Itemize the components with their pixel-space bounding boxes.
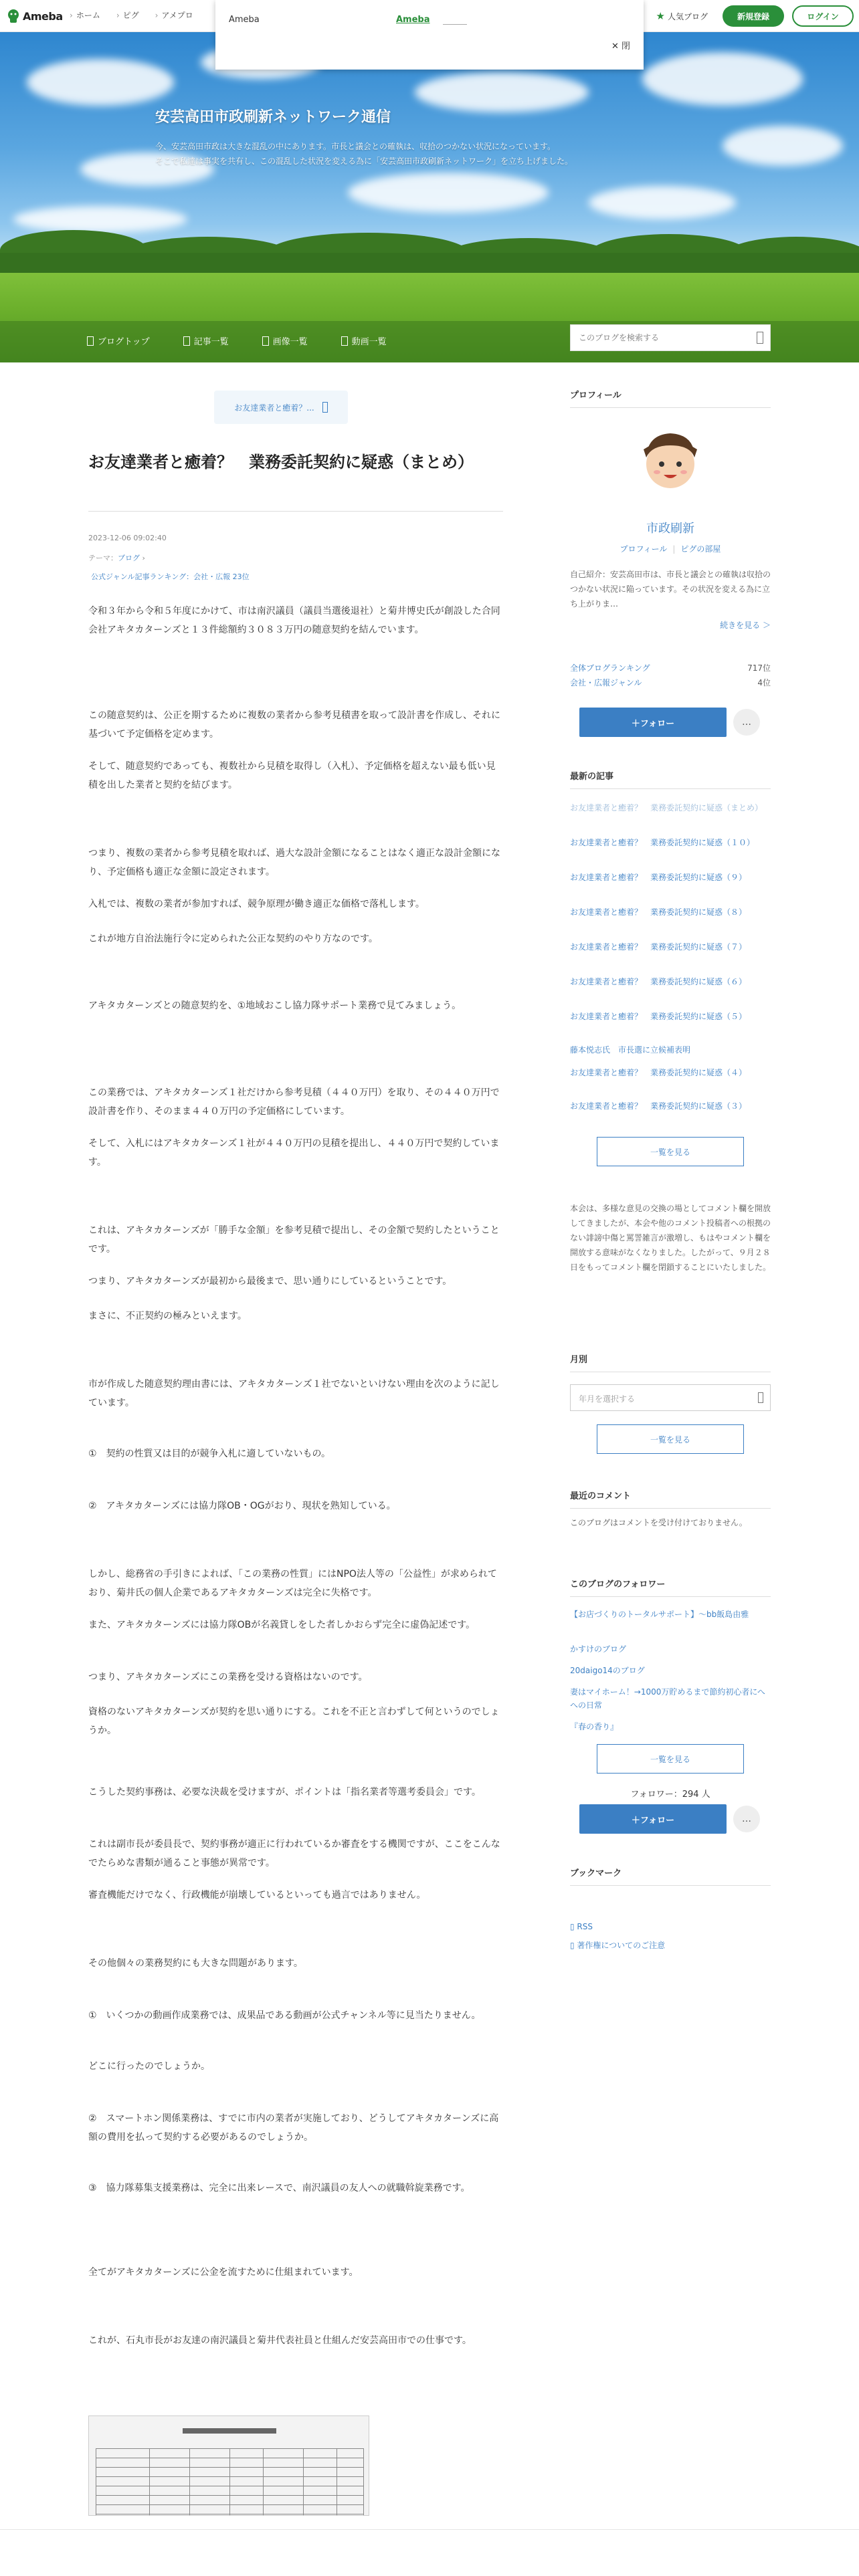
star-icon: ★ [656,10,665,22]
popup-label: Ameba [229,15,260,25]
global-nav [70,9,193,21]
blog-description-line-2: そこで私達は事実を共有し、この混乱した状況を変える為に「安芸高田市政刷新ネットワーク」を立ち上げました。 [155,156,573,166]
more-options-button[interactable]: … [733,709,760,736]
login-button[interactable]: ログイン [792,5,854,27]
profile-intro: 自己紹介：安芸高田市は、市長と議会との確執は収拾のつかない状況に陥っています。その状況を変える為に立ち上がりま… [570,570,771,609]
article-paragraph: こうした契約事務は、必要な決裁を受けますが、ポイントは「指名業者等選考委員会」です。 [88,1787,481,1798]
follower-blog-link[interactable]: かすけのブログ [570,1644,627,1654]
follower-blog-link[interactable]: 20daigo14のブログ [570,1666,645,1675]
article-paragraph: これは副市長が委員長で、契約事務が適正に行われているか審査をする機関ですが、ここをこんなでたらめな書類が通ること事態が異常です。 [88,1839,500,1868]
profile-links: プロフィール | ピグの部屋 [619,544,721,554]
more-options-button-bottom[interactable]: … [733,1806,760,1832]
blog-title[interactable]: 安芸高田市政刷新ネットワーク通信 [155,109,391,126]
article-paragraph: そして、随意契約であっても、複数社から見積を取得し（入札）、予定価格を超えない最も低い見積を出した業者と契約を結びます。 [88,761,496,790]
article-paragraph: これが、石丸市長がお友達の南沢議員と菊井代表社員と仕組んだ安芸高田市での仕事です。 [88,2335,472,2346]
info-icon: ▯ [570,1941,577,1950]
article-title: お友達業者と癒着？ 業務委託契約に疑惑（まとめ） [88,453,474,471]
profile-heading: プロフィール [570,388,771,408]
recent-article-link[interactable]: お友達業者と癒着？ 業務委託契約に疑惑（９） [570,873,747,882]
blog-description-line-1: 今、安芸高田市政は大きな混乱の中にあります。市長と議会との確執は、収拾のつかない状況になっています。 [155,142,556,151]
genre-ranking-link[interactable]: 公式ジャンル記事ランキング：会社・広報 23位 [91,572,250,581]
recent-article-link[interactable]: お友達業者と癒着？ 業務委託契約に疑惑（１０） [570,838,755,847]
overall-ranking[interactable] [570,662,771,673]
article-paragraph: これが地方自治法施行令に定められた公正な契約のやり方なのです。 [88,934,378,944]
recent-article-link[interactable]: 藤本悦志氏 市長選に立候補表明 [570,1045,691,1055]
article-paragraph: これは、アキタカターンズが「勝手な金額」を参考見積で提出し、その金額で契約したということです。 [88,1225,500,1255]
profile-avatar[interactable] [637,425,704,500]
blog-search [570,324,771,351]
prev-article-label: お友達業者と癒着？... [234,403,314,413]
ranking-label: 会社・広報ジャンル [570,678,642,687]
home-icon [87,336,94,346]
prev-article-link[interactable] [214,391,348,424]
article-paragraph: しかし、総務省の手引きによれば、「この業務の性質」にはNPO法人等の「公益性」が求められており、菊井氏の個人企業であるアキタカターンズは完全に失格です。 [88,1569,497,1598]
nav-blog-top[interactable] [87,334,150,347]
article-paragraph: ② スマートホン関係業務は、すでに市内の業者が実施しており、どうしてアキタカターンズに高額の費用を払って契約する必要があるのでしょうか。 [88,2113,499,2143]
ameba-logo-text: Ameba [23,9,63,23]
genre-ranking[interactable] [570,677,771,688]
chevron-down-icon [758,1392,763,1403]
rss-label: RSS [577,1922,593,1931]
article-paragraph: 全てがアキタカターンズに公金を流すために仕組まれています。 [88,2267,359,2278]
nav-article-list-label: 記事一覧 [193,337,229,347]
rss-icon: ▯ [570,1922,577,1931]
monthly-list-button[interactable]: 一覧を見る [597,1424,744,1454]
nav-video-list[interactable] [341,334,387,347]
article-paragraph: 令和３年から令和５年度にかけて、市は南沢議員（議員当選後退社）と菊井博史氏が創設した合同会社アキタカターンズと１３件総額約３０８３万円の随意契約を結んでいます。 [88,606,500,635]
ranking-label: 全体ブログランキング [570,663,650,673]
monthly-archive-heading: 月別 [570,1352,771,1372]
recent-article-link[interactable]: お友達業者と癒着？ 業務委託契約に疑惑（８） [570,907,747,917]
article-paragraph: この業務では、アキタカターンズ１社だけから参考見積（４４０万円）を取り、その４４０万円で設計書を作り、そのまま４４０万円の予定価格にしています。 [88,1087,500,1117]
recent-list-button[interactable]: 一覧を見る [597,1137,744,1166]
follow-button-bottom[interactable]: ＋フォロー [579,1804,727,1834]
ameba-logo[interactable] [7,8,63,24]
nav-pigg[interactable]: › ピグ [116,9,139,21]
recent-article-link[interactable]: お友達業者と癒着？ 業務委託契約に疑惑（７） [570,942,747,952]
nav-image-list-label: 画像一覧 [272,337,308,347]
image-icon [262,336,269,346]
article-paragraph: ③ 協力隊募集支援業務は、完全に出来レースで、南沢議員の友人への就職斡旋業務です。 [88,2183,470,2193]
recent-article-link[interactable]: お友達業者と癒着？ 業務委託契約に疑惑（３） [570,1101,747,1111]
list-icon [183,336,190,346]
title-divider [88,511,503,512]
search-icon[interactable] [757,332,763,344]
blog-header-image [0,32,859,362]
article-paragraph: 審査機能だけでなく、行政機能が崩壊しているといっても過言ではありません。 [88,1890,426,1901]
nav-blog-top-label: ブログトップ [98,337,150,347]
nav-home[interactable]: › ホーム [70,9,100,21]
popup-link[interactable]: Ameba [396,15,430,25]
profile-name[interactable]: 市政刷新 [646,522,694,536]
article-paragraph: つまり、アキタカターンズにこの業務を受ける資格はないのです。 [88,1672,368,1683]
recent-articles-heading: 最新の記事 [570,769,771,789]
article-paragraph: また、アキタカターンズには協力隊OBが名義貸しをした者しかおらず完全に虚偽記述です。 [88,1620,476,1630]
bottom-bar [0,2529,859,2576]
pigg-room-link[interactable]: ピグの部屋 [680,544,721,554]
theme-label: テーマ： [88,554,118,562]
article-paragraph: 市が作成した随意契約理由書には、アキタカターンズ１社でないといけない理由を次のように記しています。 [88,1379,500,1408]
nav-article-list[interactable] [183,334,229,347]
followers-list-button[interactable]: 一覧を見る [597,1744,744,1774]
comments-note: このブログはコメントを受け付けておりません。 [570,1518,747,1527]
blog-search-input[interactable] [571,325,745,350]
nav-video-list-label: 動画一覧 [351,337,387,347]
ranking-value: 4位 [757,678,771,687]
article-paragraph: ② アキタカターンズには協力隊OB・OGがおり、現状を熟知している。 [88,1501,396,1511]
nav-image-list[interactable] [262,334,308,347]
article-paragraph: アキタカターンズとの随意契約を、①地域おこし協力隊サポート業務で見てみましょう。 [88,1000,462,1011]
article-paragraph: その他個々の業務契約にも大きな問題があります。 [88,1958,303,1969]
popular-blog-link[interactable] [656,10,708,22]
follower-blog-link[interactable]: 【お店づくりのトータルサポート】～bb飯島由雅 [570,1610,749,1619]
copyright-notice-label: 著作権についてのご注意 [577,1941,666,1950]
chevron-right-icon: › [140,554,145,562]
article-paragraph: そして、入札にはアキタカターンズ１社が４４０万円の見積を提出し、４４０万円で契約しています。 [88,1138,500,1168]
video-icon [341,336,348,346]
article-document-image[interactable] [88,2416,369,2516]
ameba-logo-icon [7,9,20,23]
follow-button[interactable]: ＋フォロー [579,708,727,737]
comment-policy-note: 本会は、多様な意見の交換の場としてコメント欄を開放してきましたが、本会や他のコメント投稿者への根拠のない誹謗中傷と罵詈雑言が激増し、もはやコメント欄を開放する意味がなくなりました。したがって、９月２８日をもってコメント欄を閉鎖することにいたしました。 [570,1204,771,1272]
article-paragraph: ① いくつかの動画作成業務では、成果品である動画が公式チャンネル等に見当たりません。 [88,2010,481,2021]
overlay-popup [215,0,644,70]
nav-amepro[interactable]: › アメプロ [155,9,193,21]
article-paragraph: つまり、アキタカターンズが最初から最後まで、思い通りにしているということです。 [88,1276,452,1287]
recent-article-link[interactable]: お友達業者と癒着？ 業務委託契約に疑惑（まとめ） [570,803,763,813]
rss-link[interactable] [570,1922,593,1931]
blog-description [155,139,677,169]
article-theme [88,552,145,563]
chevron-right-icon [322,402,328,413]
ranking-value: 717位 [747,663,771,673]
article-paragraph: どこに行ったのでしょうか。 [88,2061,210,2072]
popular-blog-label: 人気ブログ [667,11,708,21]
month-select[interactable] [570,1384,771,1411]
copyright-notice-link[interactable] [570,1939,665,1951]
recent-comments-heading: 最近のコメント [570,1489,771,1509]
popup-close-button[interactable]: ✕ 閉 [611,41,630,51]
profile-link[interactable]: プロフィール [619,544,668,554]
recent-article-link[interactable]: お友達業者と癒着？ 業務委託契約に疑惑（５） [570,1012,747,1021]
follower-count: フォロワー：294 人 [630,1790,710,1800]
article-paragraph: ① 契約の性質又は目的が競争入札に適していないもの。 [88,1448,330,1459]
read-more-link[interactable]: 続きを見る ＞ [720,621,771,630]
article-paragraph: つまり、複数の業者から参考見積を取れば、過大な設計金額になることはなく適正な設計金額になり、予定価格も適正な金額に設定されます。 [88,848,500,877]
follower-blog-link[interactable]: 妻はマイホーム！→1000万貯めるまで節約初心者にへへの日常 [570,1687,765,1710]
article-paragraph: 資格のないアキタカターンズが契約を思い通りにする。これを不正と言わずして何というのでしょうか。 [88,1707,500,1736]
article-paragraph: 入札では、複数の業者が参加すれば、競争原理が働き適正な価格で落札します。 [88,899,425,909]
bookmark-heading: ブックマーク [570,1866,771,1886]
article-paragraph: この随意契約は、公正を期するために複数の業者から参考見積書を取って設計書を作成し、それに基づいて予定価格を定めます。 [88,710,500,740]
followers-heading: このブログのフォロワー [570,1577,771,1597]
article-date: 2023-12-06 09:02:40 [88,534,167,542]
follower-blog-link[interactable]: 『春の香り』 [570,1722,619,1731]
article-paragraph: まさに、不正契約の極みといえます。 [88,1311,247,1321]
recent-article-link[interactable]: お友達業者と癒着？ 業務委託契約に疑惑（６） [570,977,747,986]
theme-link[interactable]: ブログ [118,554,140,562]
popup-divider [443,24,467,25]
recent-article-link[interactable]: お友達業者と癒着？ 業務委託契約に疑惑（４） [570,1068,747,1077]
month-select-placeholder: 年月を選択する [579,1394,636,1404]
signup-button[interactable]: 新規登録 [723,5,784,27]
